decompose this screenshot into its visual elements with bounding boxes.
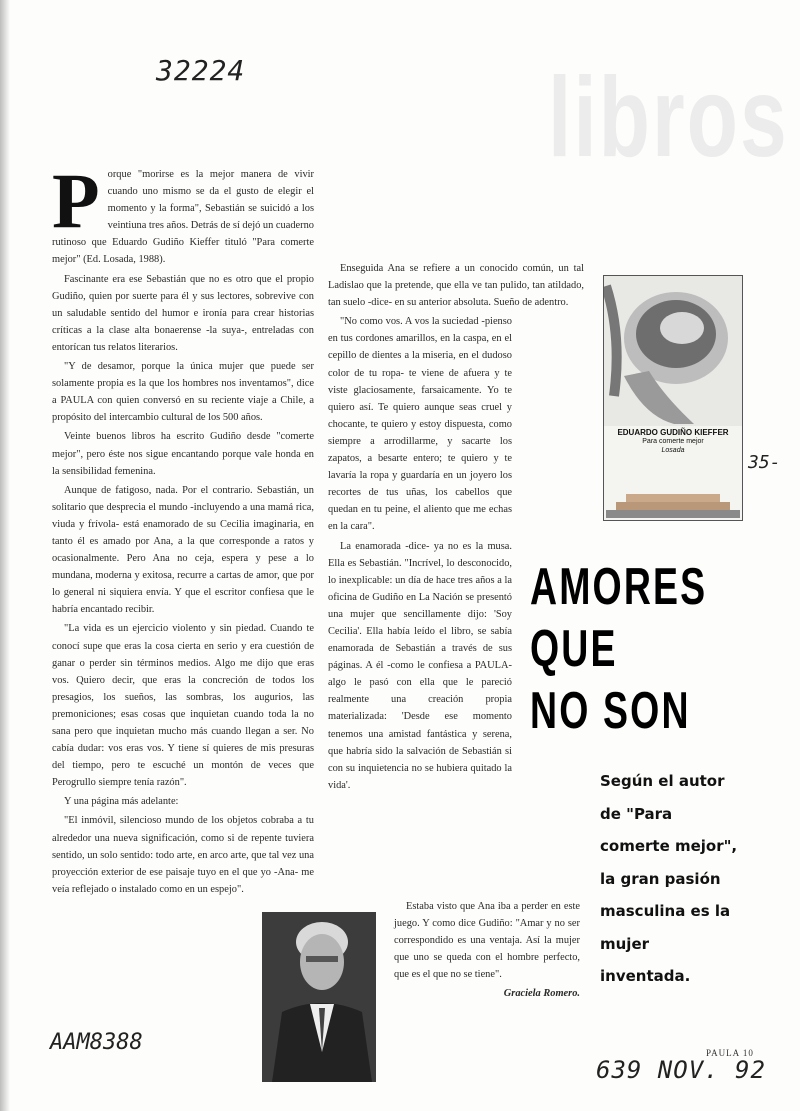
cover-title: Para comerte mejor [642, 438, 704, 445]
cover-publisher: Losada [661, 447, 685, 454]
article-column-1 [52, 157, 314, 900]
cover-spoon-illustration [604, 276, 742, 426]
paragraph: Veinte buenos libros ha escrito Gudiño desde "comerte mejor", pero éste nos sigue encantando porque vale honda en la sensibilidad femenina. [52, 431, 314, 477]
cover-author: EDUARDO GUDIÑO KIEFFER [617, 428, 729, 437]
section-label: libros [548, 53, 789, 181]
author-portrait [262, 912, 376, 1082]
headline-line: NO SON [530, 682, 691, 740]
paragraph: Fascinante era ese Sebastián que no es otro que el propio Gudiño, quien por suerte para él y sus lectores, sobrevive con un saludable sentido del humor e ironía para crear historias críticas a la clase alta bonaerense -la suya-, entreladas con entorícan tus relatos literarios. [52, 273, 314, 353]
cover-base-graphic [606, 476, 740, 518]
book-cover-image [603, 275, 743, 521]
article-column-3 [394, 898, 580, 1005]
author-signature: Graciela Romero. [503, 988, 580, 1000]
handwritten-side-mark: 35- [748, 452, 781, 473]
headline-line: AMORES [530, 558, 708, 616]
paragraph: "No como vos. A vos la suciedad -pienso en tus cordones amarillos, en la caspa, en el cepillo de dientes a la miseria, en el dudoso color de tu ropa- te viene de afuera y te viste glaciosamente, farsaicamente. Yo te quiero así. Te quiero aunque seas cruel y chocante, te quiero y estoy dispuesta, como siempre a arrodillarme, y sacarte los zapatos, a besarte entero; te quiero y te lavaría la ropa y guardaría en un joyero los recortes de tus uñas, los cabellos que quedan en tu peine, el aliento que me echas en la cara". [328, 316, 512, 533]
paragraph: Aunque de fatigoso, nada. Por el contrario. Sebastián, un solitario que desprecia el mundo -incluyendo a una mamá rica, viuda y frívola- está enamorado de su Cecilia imaginaria, en tanto él es amado por Ana, a la que corresponde a ratos y ocasionalmente. Pero Ana no ceja, espera y pese a lo mundana, moderna y exitosa, recurre a cartas de amor, que por lo general ni siquiera envía. Y que el escritor confiesa que le habría encantado recibir. [52, 484, 314, 616]
scan-edge-shadow [0, 0, 10, 1111]
byline [394, 985, 580, 1002]
handwritten-date: 639 NOV. 92 [596, 1056, 766, 1084]
paragraph: Enseguida Ana se refiere a un conocido común, un tal Ladislao que la pretende, que ella ve tan pulido, tan atildado, tan suelo -dice- en su anterior absoluta. Sueño de adentro. [328, 263, 584, 309]
paragraph: La enamorada -dice- ya no es la musa. Ella es Sebastián. "Incrível, lo desconocido, lo inexplicable: un día de hace tres años a la oficina de Gudiño en La Nación se presentó una mujer que sencillamente dijo: 'Soy Cecilia'. Ella había leído el libro, se sabía enamorada de Sebastián a través de sus páginas. A él -como le confiesa a PAULA- algo le pasó con ella que le pareció realmente una creación propia materializada: 'Desde ese momento tenemos una amistad fantástica y serena, que habría sido la salvación de Sebastián si con su inquietencia no se hubiera quitado la vida'. [328, 540, 512, 791]
handwritten-reference-bottom: AAM8388 [50, 1030, 143, 1055]
headline-line: QUE [530, 620, 618, 678]
cover-artwork [604, 276, 742, 426]
cover-text [608, 428, 738, 455]
article-deck: Según el autor de "Para comerte mejor", la gran pasión masculina es la mujer inventada. [600, 772, 738, 985]
drop-cap: P [52, 157, 100, 244]
handwritten-reference-top: 32224 [156, 54, 246, 87]
paragraph: Estaba visto que Ana iba a perder en este juego. Y como dice Gudiño: "Amar y no ser correspondido es una ventaja. Así la mujer que uno se queda con el hombre perfecto, que es el que no se tiene". [394, 901, 580, 981]
paragraph: orque "morirse es la mejor manera de vivir cuando uno mismo se da el gusto de elegir el momento y la forma", Sebastián se suicidó a los veintiuna tres años. Detrás de sí dejó un cuaderno rutinoso que Eduardo Gudiño Kieffer tituló "Para comerte mejor" (Ed. Losada, 1988). [52, 169, 314, 266]
article-headline [530, 556, 708, 742]
paragraph: "Y de desamor, porque la única mujer que puede ser solamente propia es la que los hombres nos inventamos", dice a PAULA con quien conversó en su reciente viaje a Chile, a propósito del intercambio cultural de los 500 años. [52, 361, 314, 424]
paragraph: "El inmóvil, silencioso mundo de los objetos cobraba a tu alrededor una nueva significación, como si de repente tuviera sentido, un solo sentido: todo arte, en arco arte, que tal vez una proyección exterior de ese paisaje tuyo en el que yo -Ana- me veía reflejado o instalado como en un espejo". [52, 815, 314, 895]
author-photo [262, 912, 376, 1082]
paragraph: Y una página más adelante: [64, 796, 179, 808]
paragraph: "La vida es un ejercicio violento y sin piedad. Cuando te conocí supe que eras la cosa cierta en serio y era cuestión de ganar o perder sin términos medios. Algo me dijo que eras vos. Quiero decir, que eras la concreción de todos los presagios, los sueños, las sombras, los augurios, las premoniciones; esas cosas que inquietan cuando toda la no sana pero que inquietan mucho más cuando llegan a ser. No cabía dudar: vos eras vos. Y tiene sí quieres de mis presuras del tiempo, pero te escuché un montón de veces que Perogrullo siempre tenía razón". [52, 623, 314, 789]
page-folio: PAULA 10 [706, 1048, 754, 1058]
